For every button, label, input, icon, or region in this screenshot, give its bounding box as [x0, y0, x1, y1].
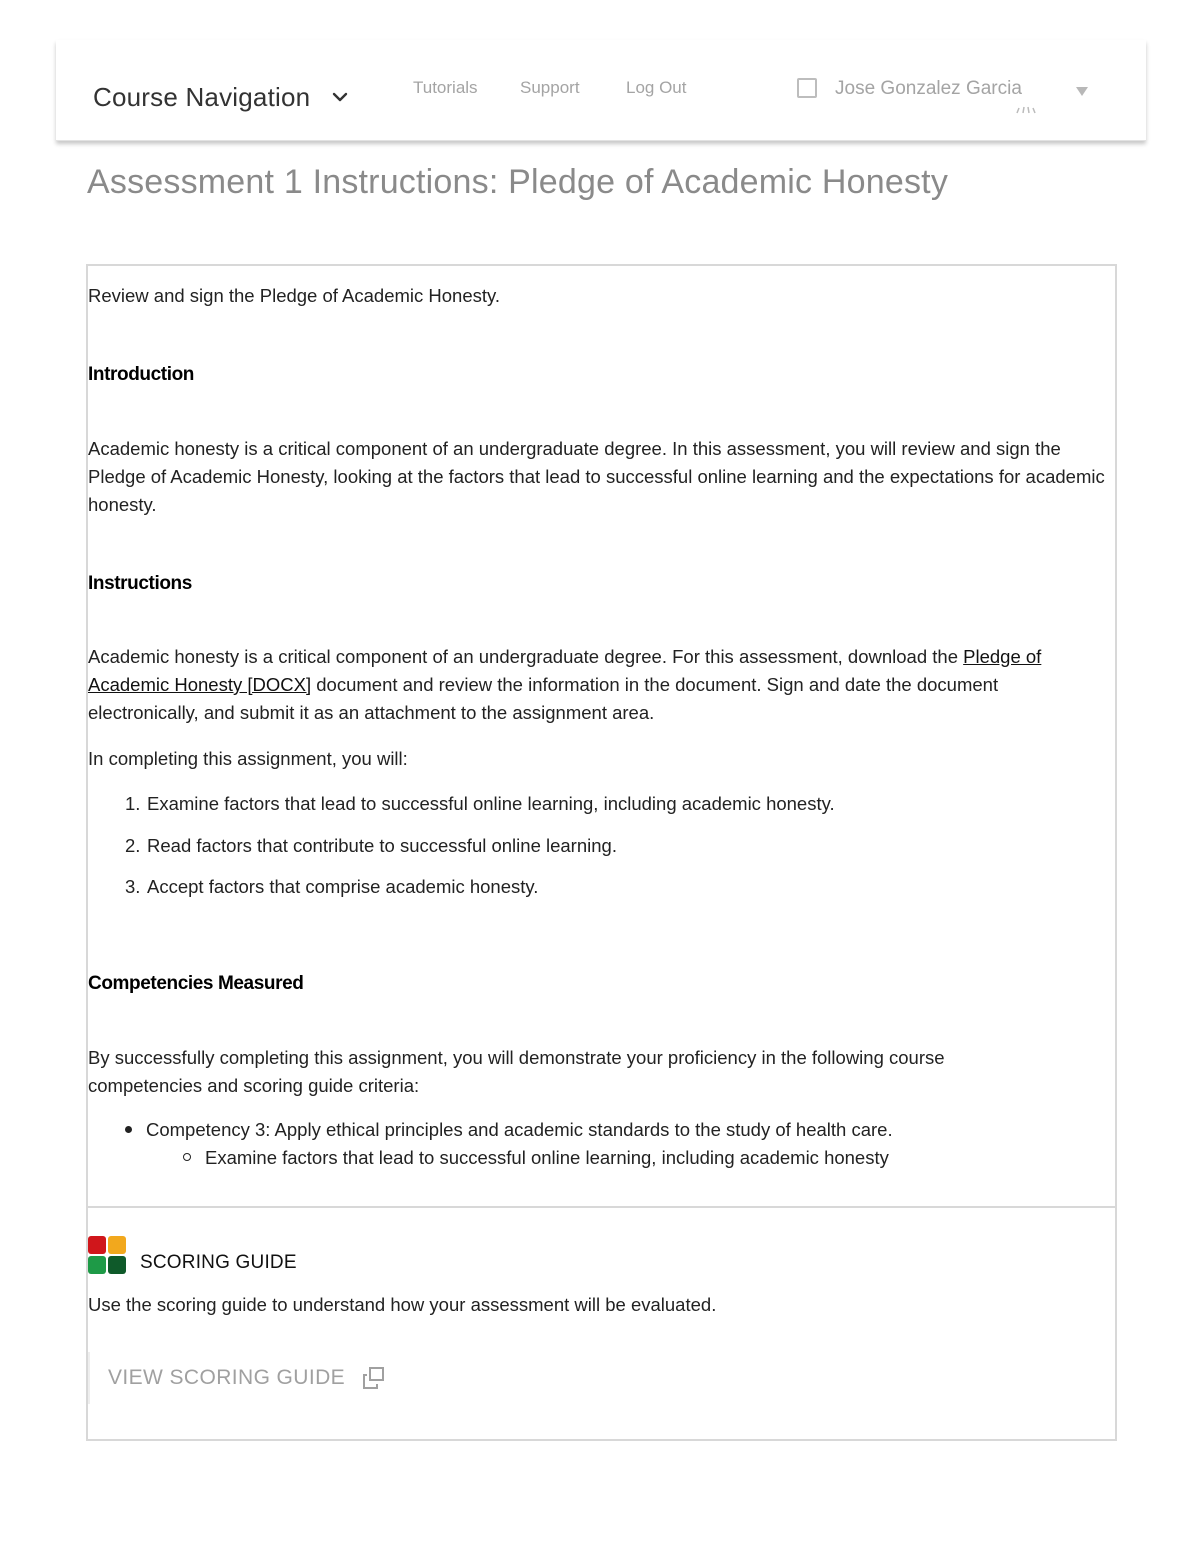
log-out-link[interactable]: Log Out — [626, 78, 687, 97]
chevron-down-icon — [330, 87, 350, 107]
pledge-docx-link[interactable]: Pledge of Academic Honesty [DOCX] — [88, 646, 1042, 695]
tutorials-link[interactable]: Tutorials — [413, 78, 478, 97]
course-navigation-label: Course Navigation — [93, 81, 311, 112]
instructions-lead-in: In completing this assignment, you will: — [88, 748, 408, 769]
view-scoring-guide-button[interactable] — [88, 1352, 398, 1404]
instructions-body-post: document and review the information in the document. Sign and date the document electronically, and submit it as an attachment to the assignment area. — [88, 674, 999, 723]
scoring-guide-icon — [88, 1236, 128, 1276]
assessment-content — [86, 264, 1117, 1441]
introduction-heading: Introduction — [88, 364, 195, 385]
section-divider — [88, 1206, 1115, 1208]
scoring-guide-description: Use the scoring guide to understand how your assessment will be evaluated. — [88, 1294, 717, 1315]
top-header — [56, 40, 1146, 141]
list-item: 2. Read factors that contribute to successful online learning. — [125, 835, 617, 856]
bullet-icon — [125, 1126, 132, 1133]
list-item: 3. Accept factors that comprise academic honesty. — [125, 876, 539, 897]
page-title: Assessment 1 Instructions: Pledge of Academic Honesty — [87, 163, 949, 201]
list-item: Competency 3: Apply ethical principles and academic standards to the study of health care. — [125, 1119, 893, 1141]
view-scoring-guide-label: VIEW SCORING GUIDE — [108, 1366, 346, 1389]
loading-spinner-icon — [1013, 104, 1041, 114]
competencies-heading: Competencies Measured — [88, 973, 304, 994]
external-window-icon — [361, 1365, 387, 1391]
user-checkbox[interactable] — [797, 78, 817, 98]
instructions-body-pre: Academic honesty is a critical component of an undergraduate degree. For this assessment, download the — [88, 646, 964, 667]
course-navigation-dropdown[interactable] — [93, 80, 350, 114]
list-item: 1. Examine factors that lead to successful online learning, including academic honesty. — [125, 793, 835, 814]
bullet-icon — [183, 1153, 191, 1161]
scoring-guide-title: SCORING GUIDE — [140, 1252, 297, 1273]
competencies-body: By successfully completing this assignment, you will demonstrate your proficiency in the following course competencies and scoring guide criteria: — [88, 1047, 945, 1096]
introduction-body: Academic honesty is a critical component of an undergraduate degree. In this assessment, you will review and sign the Pledge of Academic Honesty, looking at the factors that lead to successful online learning and the expectations for academic honesty. — [88, 438, 1105, 515]
support-link[interactable]: Support — [520, 78, 580, 97]
user-name: Jose Gonzalez Garcia — [835, 78, 1022, 99]
instructions-heading: Instructions — [88, 573, 192, 594]
user-menu-caret-icon[interactable] — [1076, 87, 1088, 96]
instructions-body — [88, 643, 1113, 727]
intro-line: Review and sign the Pledge of Academic Honesty. — [88, 285, 501, 306]
list-item: Examine factors that lead to successful online learning, including academic honesty — [183, 1147, 889, 1169]
